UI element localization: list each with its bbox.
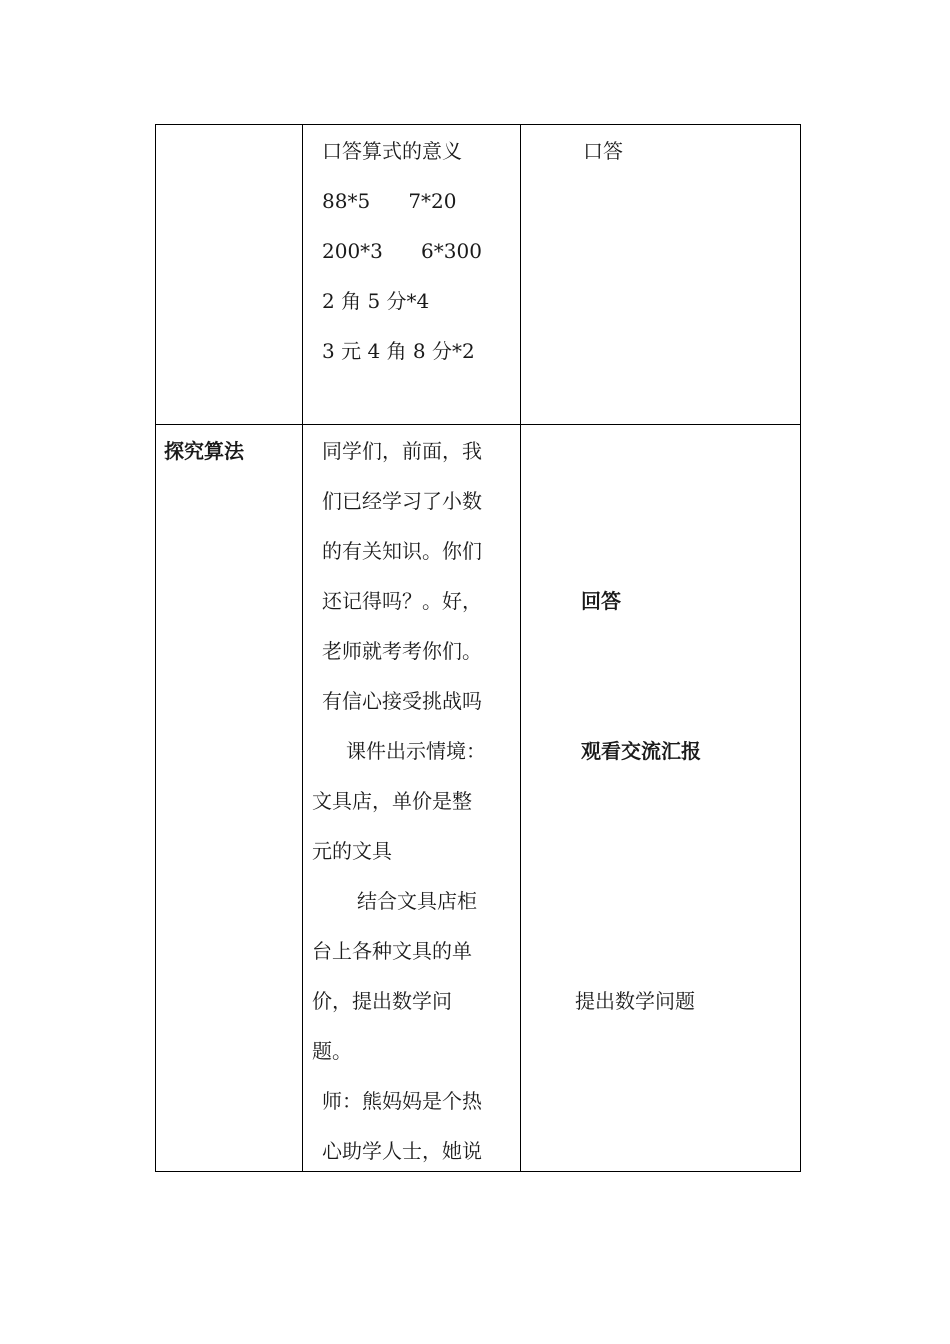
row2-middle-line: 还记得吗？。好， xyxy=(322,589,482,613)
lesson-table xyxy=(155,124,801,1172)
row1-middle-line: 3 元 4 角 8 分*2 xyxy=(322,339,475,363)
row2-middle-line: 师：熊妈妈是个热 xyxy=(322,1089,482,1113)
row2-middle-line: 文具店，单价是整 xyxy=(312,789,472,813)
row2-middle-line: 价，提出数学问 xyxy=(312,989,452,1013)
row2-middle-line: 课件出示情境： xyxy=(346,739,486,763)
column-divider-2 xyxy=(520,124,521,1172)
row2-right-answer: 回答 xyxy=(581,589,621,613)
row1-middle-line: 200*3 6*300 xyxy=(322,239,482,263)
table-border-bottom xyxy=(155,1171,801,1172)
row1-middle-line: 2 角 5 分*4 xyxy=(322,289,430,313)
row2-middle-line: 有信心接受挑战吗 xyxy=(322,689,482,713)
row2-middle-line: 结合文具店柜 xyxy=(357,889,477,913)
table-border-right xyxy=(800,124,801,1172)
row-divider xyxy=(155,424,801,425)
row2-middle-line: 同学们，前面，我 xyxy=(322,439,482,463)
row2-middle-line: 元的文具 xyxy=(312,839,392,863)
row2-middle-line: 的有关知识。你们 xyxy=(322,539,482,563)
table-border-left xyxy=(155,124,156,1172)
row1-middle-line: 88*5 7*20 xyxy=(322,189,457,213)
row1-middle-line: 口答算式的意义 xyxy=(322,139,462,163)
row2-middle-line: 老师就考考你们。 xyxy=(322,639,482,663)
row1-right-answer: 口答 xyxy=(583,139,623,163)
row2-right-ask-question: 提出数学问题 xyxy=(575,989,695,1013)
row2-right-watch-report: 观看交流汇报 xyxy=(581,739,701,763)
row2-middle-line: 心助学人士，她说 xyxy=(322,1139,482,1163)
section-heading: 探究算法 xyxy=(164,439,244,463)
row2-middle-line: 台上各种文具的单 xyxy=(312,939,472,963)
table-border-top xyxy=(155,124,801,125)
row2-middle-line: 题。 xyxy=(312,1039,352,1063)
column-divider-1 xyxy=(302,124,303,1172)
row2-middle-line: 们已经学习了小数 xyxy=(322,489,482,513)
